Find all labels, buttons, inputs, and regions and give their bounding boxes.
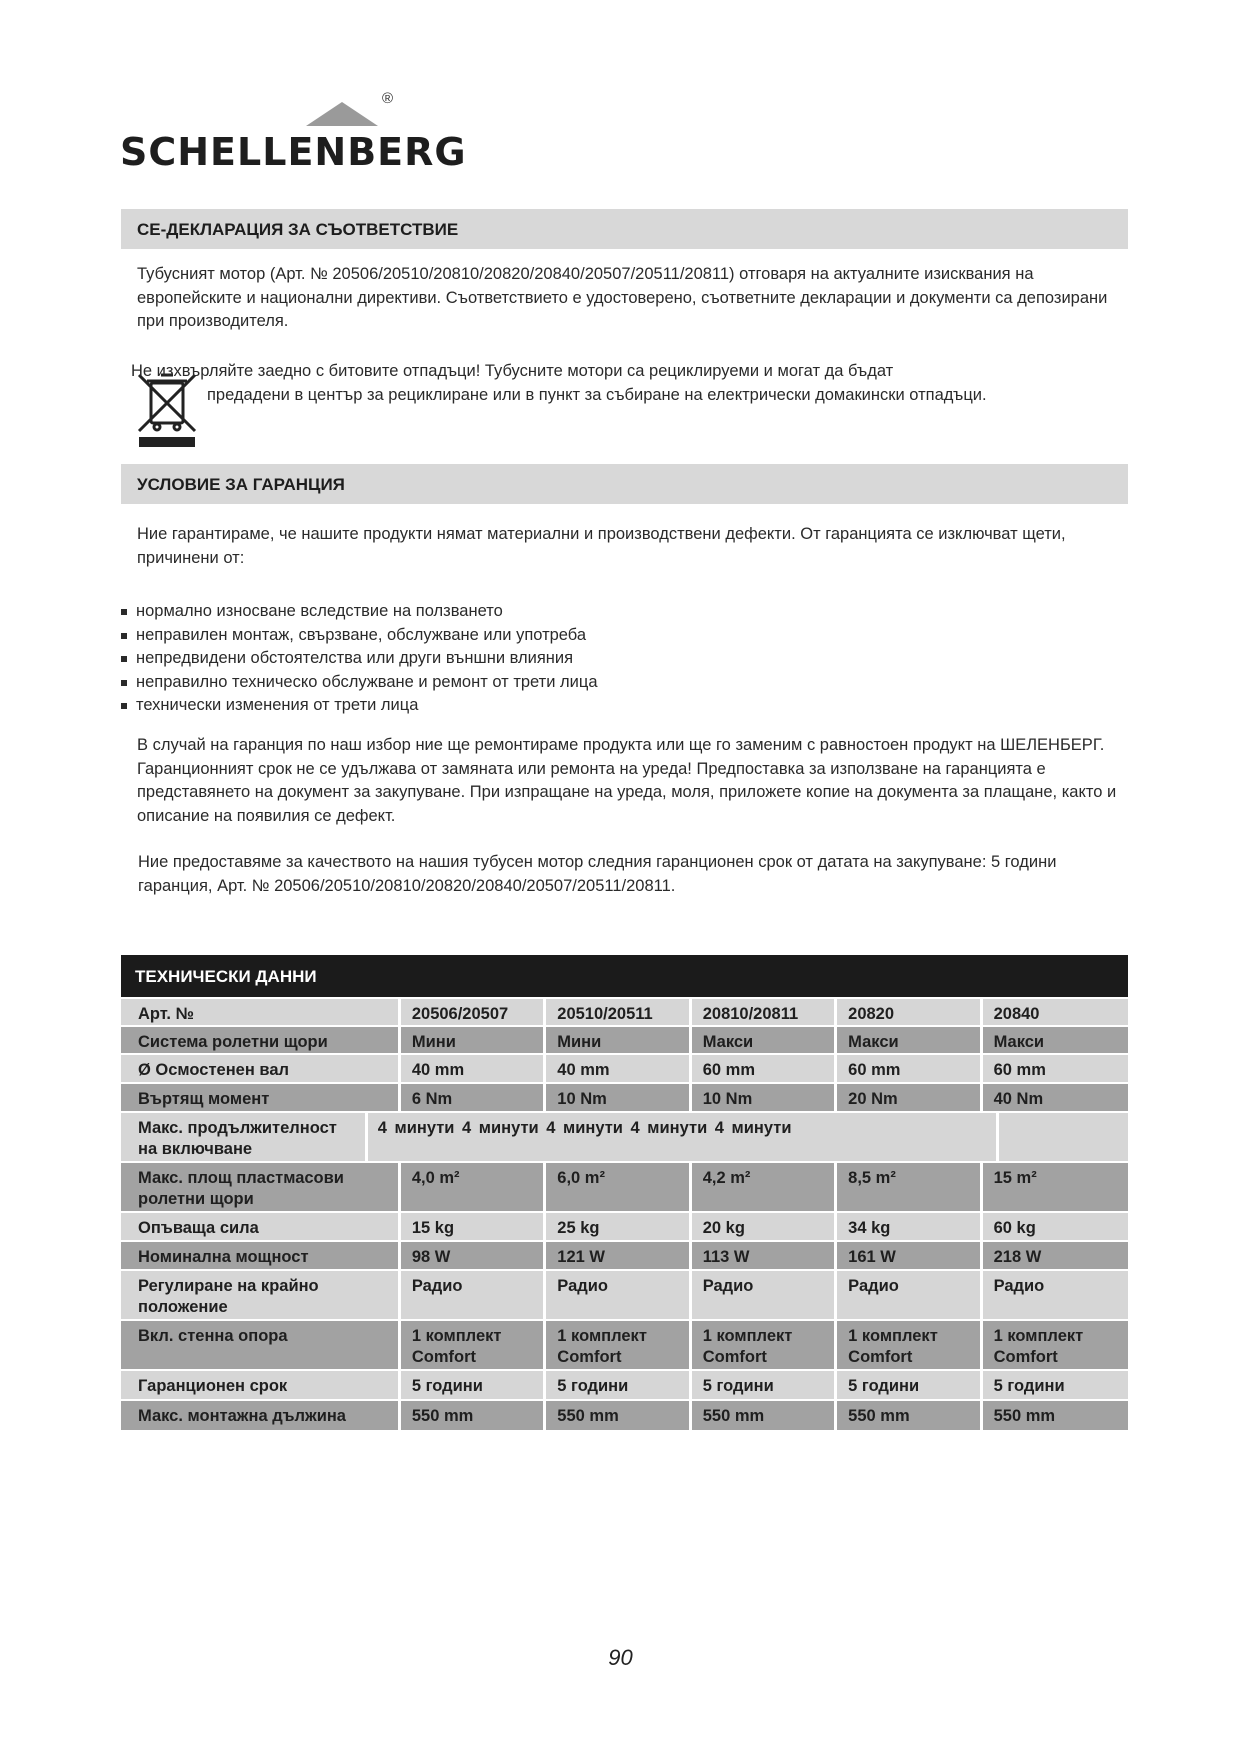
page-number: 90 — [608, 1645, 633, 1670]
row-label: Арт. № — [121, 999, 398, 1025]
table-row — [121, 1055, 1128, 1082]
table-cell: Макси — [983, 1027, 1128, 1053]
table-cell: 1 комплект Comfort — [401, 1321, 543, 1369]
row-label: Система ролетни щори — [121, 1027, 398, 1053]
table-cell: Мини — [546, 1027, 688, 1053]
table-cell: 550 mm — [401, 1401, 543, 1430]
table-row — [121, 1271, 1128, 1319]
duty-cycle-cell: 4 минути 4 минути 4 минути 4 минути 4 минути — [368, 1113, 996, 1161]
recycle-notice-line1: Не изхвърляйте заедно с битовите отпадъци! Тубусните мотори са рециклируеми и могат да бъдат — [131, 362, 894, 380]
list-item: неправилен монтаж, свързване, обслужване или употреба — [121, 624, 598, 648]
table-cell: 4,0 m² — [401, 1163, 543, 1211]
row-label: Номинална мощност — [121, 1242, 398, 1269]
row-label: Ø Осмостенен вал — [121, 1055, 398, 1082]
warranty-intro: Ние гарантираме, че нашите продукти нямат материални и производствени дефекти. От гаранцията се изключват щети, причинени от: — [137, 525, 1066, 567]
ce-section-title: СЕ-ДЕКЛАРАЦИЯ ЗА СЪОТВЕТСТВИЕ — [137, 220, 459, 239]
tech-section-title: ТЕХНИЧЕСКИ ДАННИ — [135, 967, 317, 986]
table-cell: 20 kg — [692, 1213, 834, 1240]
row-label: Макс. монтажна дължина — [121, 1401, 398, 1430]
table-cell: 550 mm — [546, 1401, 688, 1430]
table-cell: 40 Nm — [983, 1084, 1128, 1111]
roof-logo-icon — [306, 98, 378, 128]
table-row — [121, 1242, 1128, 1269]
table-cell: 4,2 m² — [692, 1163, 834, 1211]
row-label: Регулиране на крайно положение — [121, 1271, 398, 1319]
table-cell: Радио — [983, 1271, 1128, 1319]
warranty-section-header — [121, 464, 1128, 504]
table-row — [121, 1371, 1128, 1399]
table-cell: 550 mm — [692, 1401, 834, 1430]
brand-name: SCHELLENBERG — [120, 130, 467, 174]
table-cell: 60 mm — [837, 1055, 979, 1082]
table-cell: Макси — [837, 1027, 979, 1053]
table-cell: 5 години — [546, 1371, 688, 1399]
table-cell: 550 mm — [837, 1401, 979, 1430]
table-row — [121, 1113, 1128, 1161]
table-cell: 10 Nm — [692, 1084, 834, 1111]
table-cell: 40 mm — [546, 1055, 688, 1082]
row-label: Опъваща сила — [121, 1213, 398, 1240]
table-cell: 98 W — [401, 1242, 543, 1269]
list-item: технически изменения от трети лица — [121, 694, 598, 718]
table-cell: 20840 — [983, 999, 1128, 1025]
row-label: Въртящ момент — [121, 1084, 398, 1111]
recycle-notice-line2: предадени в център за рециклиране или в пункт за събиране на електрически домакински отпадъци. — [207, 386, 987, 404]
table-cell: 113 W — [692, 1242, 834, 1269]
list-item: непредвидени обстоятелства или други външни влияния — [121, 647, 598, 671]
table-cell: 6 Nm — [401, 1084, 543, 1111]
ce-section-header — [121, 209, 1128, 249]
table-cell: 34 kg — [837, 1213, 979, 1240]
exclusions-list — [121, 600, 598, 718]
table-cell: 218 W — [983, 1242, 1128, 1269]
table-cell: 60 mm — [692, 1055, 834, 1082]
table-cell: 121 W — [546, 1242, 688, 1269]
table-cell: 1 комплект Comfort — [837, 1321, 979, 1369]
table-cell: 20810/20811 — [692, 999, 834, 1025]
table-cell: 5 години — [692, 1371, 834, 1399]
table-cell: 20506/20507 — [401, 999, 543, 1025]
table-row — [121, 999, 1128, 1025]
table-cell: Мини — [401, 1027, 543, 1053]
table-cell: 5 години — [983, 1371, 1128, 1399]
table-cell: 5 години — [401, 1371, 543, 1399]
table-cell: Радио — [692, 1271, 834, 1319]
table-row — [121, 1163, 1128, 1211]
brand-logo — [120, 90, 467, 174]
row-label: Вкл. стенна опора — [121, 1321, 398, 1369]
table-cell: 5 години — [837, 1371, 979, 1399]
warranty-replacement-text: В случай на гаранция по наш избор ние ще ремонтираме продукта или ще го заменим с равностоен продукт на ШЕЛЕНБЕРГ. Гаранционният срок не се удължава от замяната или ремонта на уреда! Предпоставка за използване на гаранцията е представянето на документ за закупуване. При изпращане на уреда, моля, приложете копие на документа за плащане, както и описание на появилия се дефект. — [137, 736, 1117, 825]
table-cell: 20 Nm — [837, 1084, 979, 1111]
table-row — [121, 1213, 1128, 1240]
tech-table — [121, 999, 1128, 1432]
table-cell: Радио — [546, 1271, 688, 1319]
table-cell — [999, 1113, 1128, 1161]
ce-text: Тубусният мотор (Арт. № 20506/20510/20810/20820/20840/20507/20511/20811) отговаря на актуалните изисквания на европейските и национални директиви. Съответствието е удостоверено, съответните декларации и документи са депозирани при производителя. — [137, 265, 1108, 330]
table-cell: 6,0 m² — [546, 1163, 688, 1211]
table-cell: 550 mm — [983, 1401, 1128, 1430]
table-cell: 15 m² — [983, 1163, 1128, 1211]
table-row — [121, 1084, 1128, 1111]
table-row — [121, 1321, 1128, 1369]
table-cell: 15 kg — [401, 1213, 543, 1240]
table-row — [121, 1027, 1128, 1053]
list-item: нормално износване вследствие на ползването — [121, 600, 598, 624]
table-row — [121, 1401, 1128, 1430]
table-cell: Радио — [401, 1271, 543, 1319]
table-cell: 60 kg — [983, 1213, 1128, 1240]
table-cell: 25 kg — [546, 1213, 688, 1240]
row-label: Макс. площ пластмасови ролетни щори — [121, 1163, 398, 1211]
registered-mark: ® — [382, 90, 394, 107]
row-label: Макс. продължителност на включване — [121, 1113, 365, 1161]
table-cell: 1 комплект Comfort — [983, 1321, 1128, 1369]
warranty-period-text: Ние предоставяме за качеството на нашия тубусен мотор следния гаранционен срок от датата на закупуване: 5 години гаранция, Арт. № 20506/20510/20810/20820/20840/20507/20511/20811. — [138, 853, 1057, 895]
table-cell: 8,5 m² — [837, 1163, 979, 1211]
table-cell: 20510/20511 — [546, 999, 688, 1025]
table-cell: 60 mm — [983, 1055, 1128, 1082]
table-cell: Радио — [837, 1271, 979, 1319]
warranty-section-title: УСЛОВИЕ ЗА ГАРАНЦИЯ — [137, 475, 345, 494]
table-cell: 161 W — [837, 1242, 979, 1269]
table-cell: 40 mm — [401, 1055, 543, 1082]
table-cell: 20820 — [837, 999, 979, 1025]
table-cell: 10 Nm — [546, 1084, 688, 1111]
table-cell: 1 комплект Comfort — [692, 1321, 834, 1369]
row-label: Гаранционен срок — [121, 1371, 398, 1399]
table-cell: 1 комплект Comfort — [546, 1321, 688, 1369]
table-cell: Макси — [692, 1027, 834, 1053]
tech-section-header — [121, 955, 1128, 997]
list-item: неправилно техническо обслужване и ремонт от трети лица — [121, 671, 598, 695]
